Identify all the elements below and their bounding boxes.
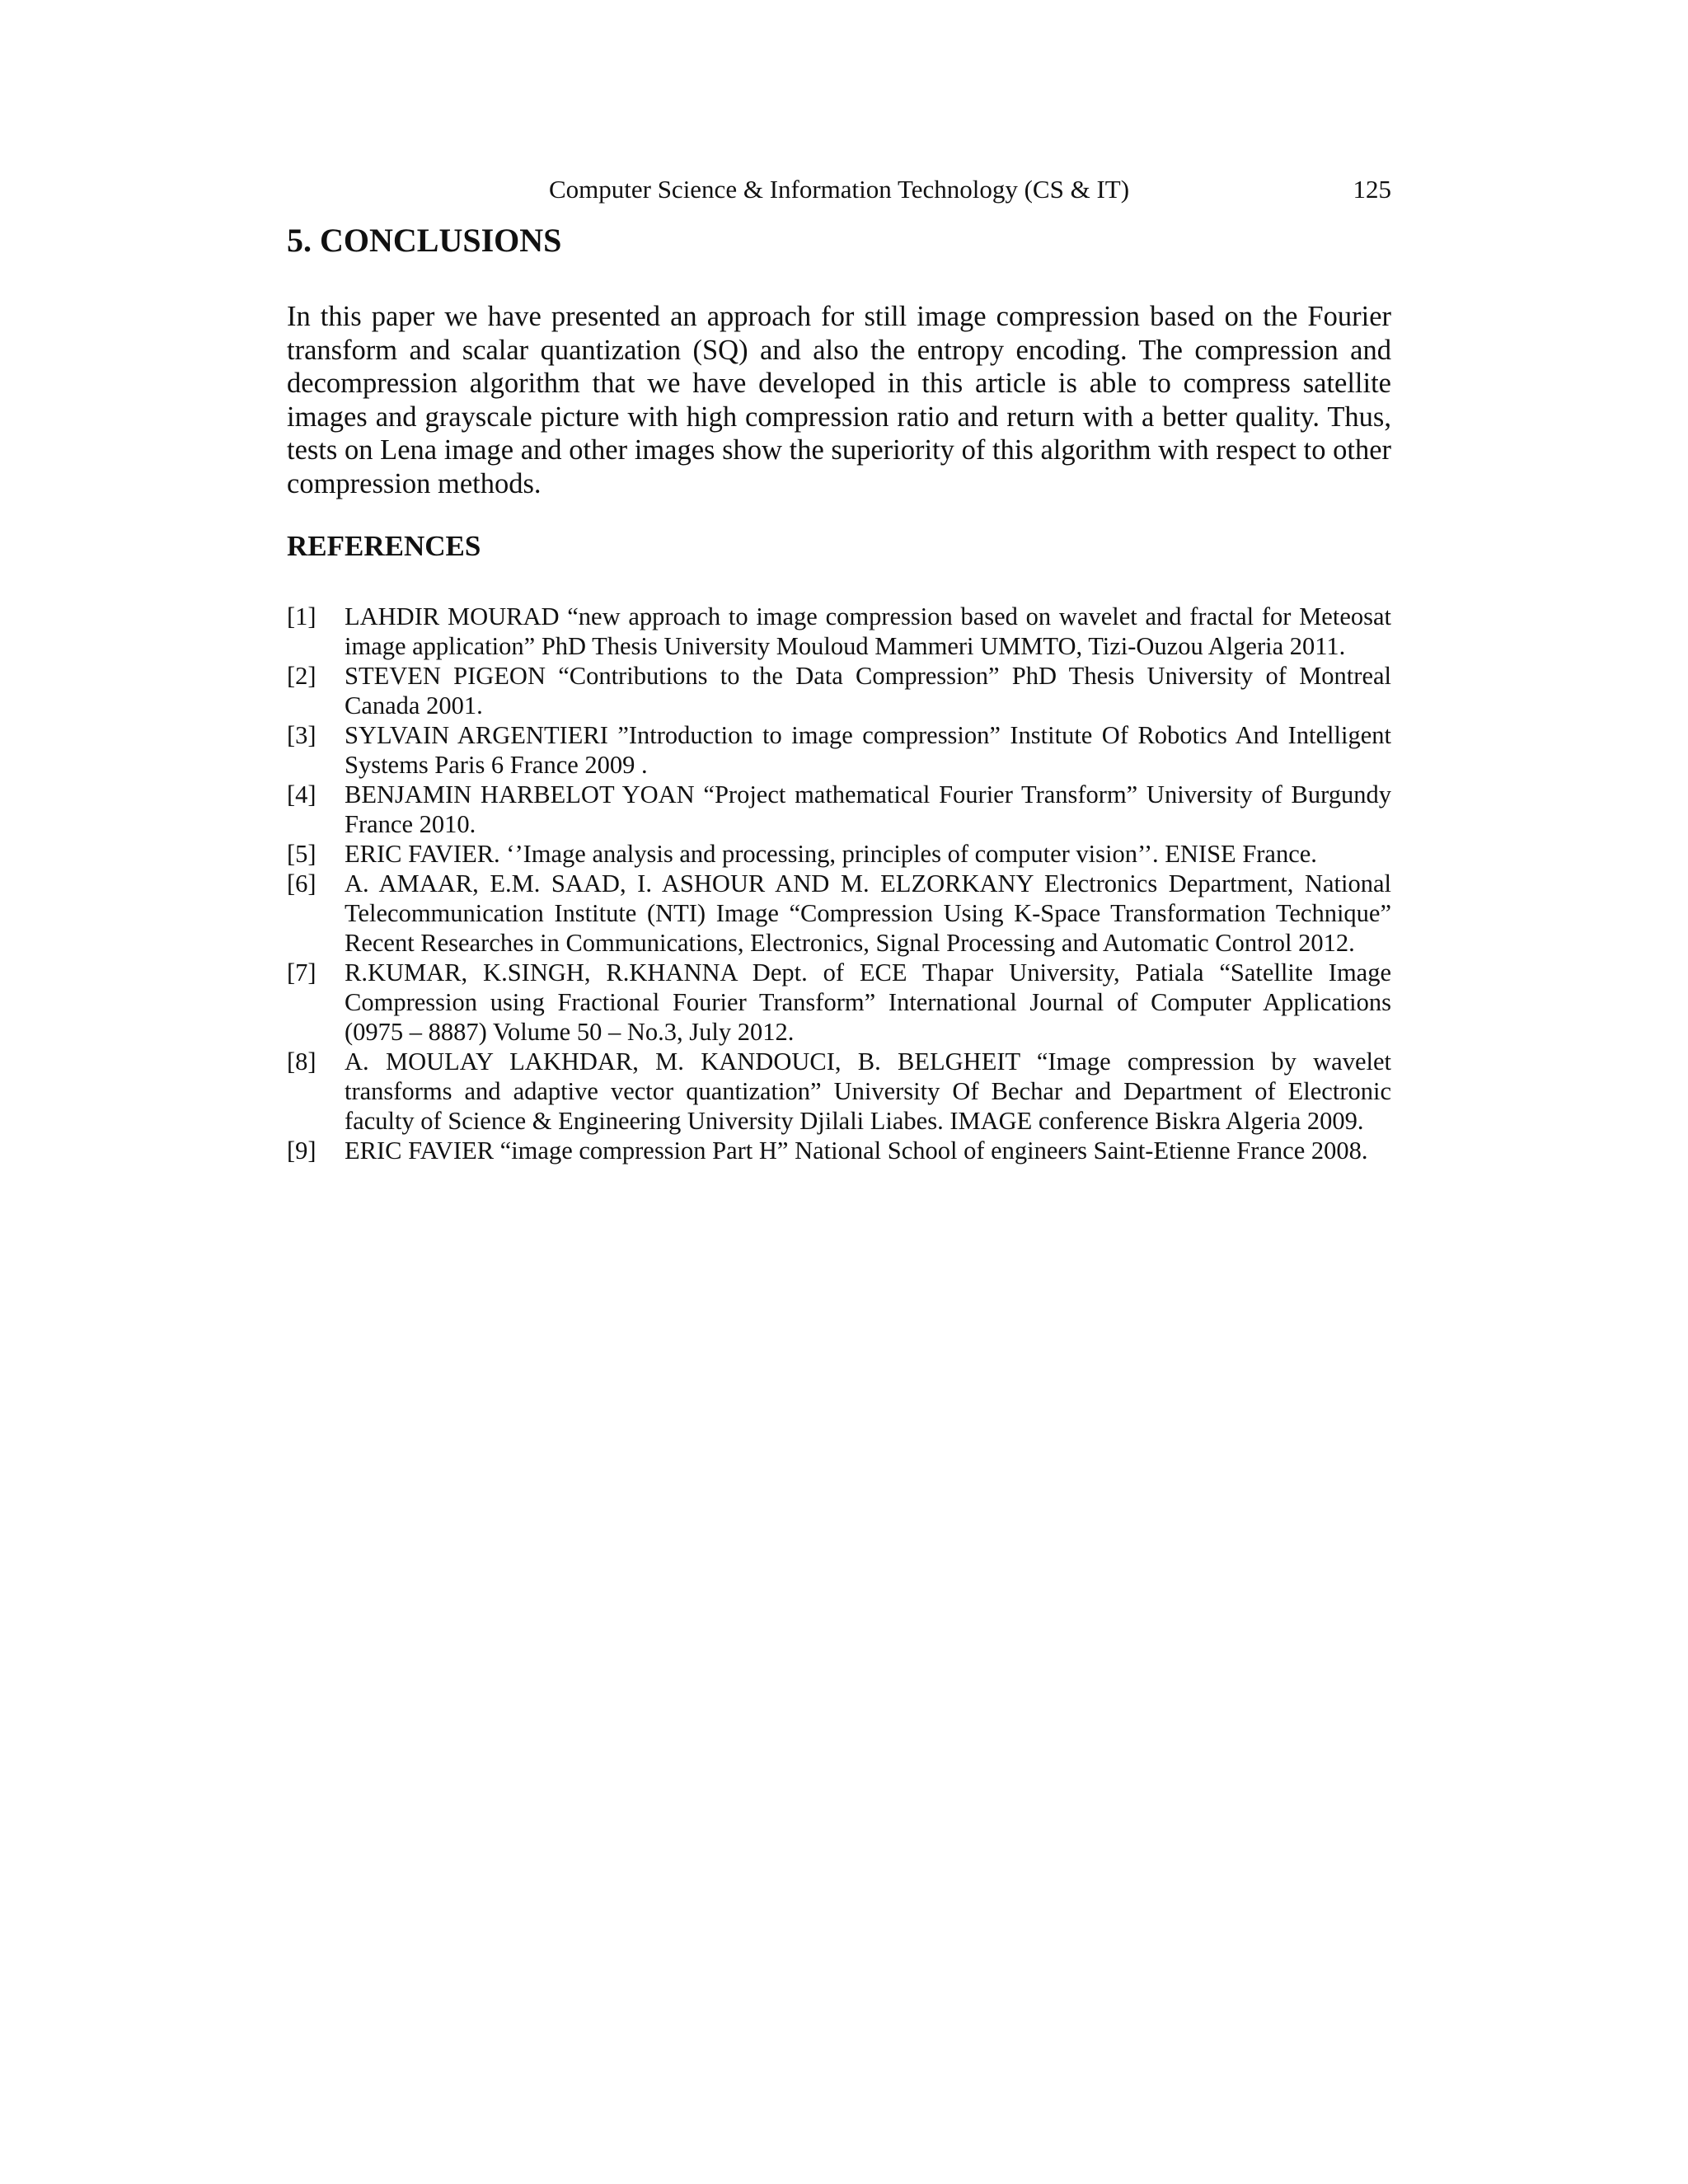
page-number: 125 — [1353, 175, 1391, 204]
reference-item — [287, 839, 1391, 869]
reference-number: [4] — [287, 780, 316, 808]
reference-text: A. AMAAR, E.M. SAAD, I. ASHOUR AND M. ELZORKANY Electronics Department, National Telecommunication Institute (NTI) Image “Compression Using K-Space Transformation Technique” Recent Researches in Communications, Electronics, Signal Processing and Automatic Control 2012. — [345, 869, 1391, 957]
conclusions-heading: 5. CONCLUSIONS — [287, 222, 562, 259]
reference-item — [287, 780, 1391, 839]
reference-number: [5] — [287, 840, 316, 868]
journal-title: Computer Science & Information Technology (CS & IT) — [548, 175, 1130, 204]
reference-item — [287, 661, 1391, 720]
reference-item — [287, 602, 1391, 661]
reference-text: ERIC FAVIER “image compression Part H” National School of engineers Saint-Etienne France 2008. — [345, 1137, 1368, 1165]
reference-text: STEVEN PIGEON “Contributions to the Data Compression” PhD Thesis University of Montreal Canada 2001. — [345, 662, 1391, 719]
reference-item — [287, 958, 1391, 1047]
reference-text: SYLVAIN ARGENTIERI ”Introduction to image compression” Institute Of Robotics And Intelligent Systems Paris 6 France 2009 . — [345, 721, 1391, 779]
reference-number: [1] — [287, 602, 316, 630]
reference-text: R.KUMAR, K.SINGH, R.KHANNA Dept. of ECE Thapar University, Patiala “Satellite Image Compression using Fractional Fourier Transform” International Journal of Computer Applications (0975 – 8887) Volume 50 – No.3, July 2012. — [345, 958, 1391, 1046]
reference-text: LAHDIR MOURAD “new approach to image compression based on wavelet and fractal for Meteosat image application” PhD Thesis University Mouloud Mammeri UMMTO, Tizi-Ouzou Algeria 2011. — [345, 602, 1391, 660]
reference-text: BENJAMIN HARBELOT YOAN “Project mathematical Fourier Transform” University of Burgundy France 2010. — [345, 780, 1391, 838]
reference-item — [287, 1047, 1391, 1136]
reference-item — [287, 1136, 1391, 1165]
reference-number: [2] — [287, 662, 316, 690]
reference-number: [7] — [287, 958, 316, 987]
reference-number: [8] — [287, 1047, 316, 1076]
reference-number: [6] — [287, 869, 316, 898]
reference-text: A. MOULAY LAKHDAR, M. KANDOUCI, B. BELGHEIT “Image compression by wavelet transforms and adaptive vector quantization” University Of Bechar and Department of Electronic faculty of Science & Engineering University Djilali Liabes. IMAGE conference Biskra Algeria 2009. — [345, 1047, 1391, 1135]
reference-number: [3] — [287, 721, 316, 749]
reference-item — [287, 720, 1391, 780]
conclusions-paragraph: In this paper we have presented an approach for still image compression based on the Fourier transform and scalar quantization (SQ) and also the entropy encoding. The compression and decompression algorithm that we have developed in this article is able to compress satellite images and grayscale picture with high compression ratio and return with a better quality. Thus, tests on Lena image and other images show the superiority of this algorithm with respect to other compression methods. — [287, 301, 1391, 499]
reference-number: [9] — [287, 1137, 316, 1165]
running-header — [287, 171, 1391, 208]
reference-text: ERIC FAVIER. ‘’Image analysis and processing, principles of computer vision’’. ENISE France. — [345, 840, 1317, 868]
reference-item — [287, 869, 1391, 958]
reference-list — [287, 602, 1391, 1165]
references-heading: REFERENCES — [287, 530, 481, 562]
